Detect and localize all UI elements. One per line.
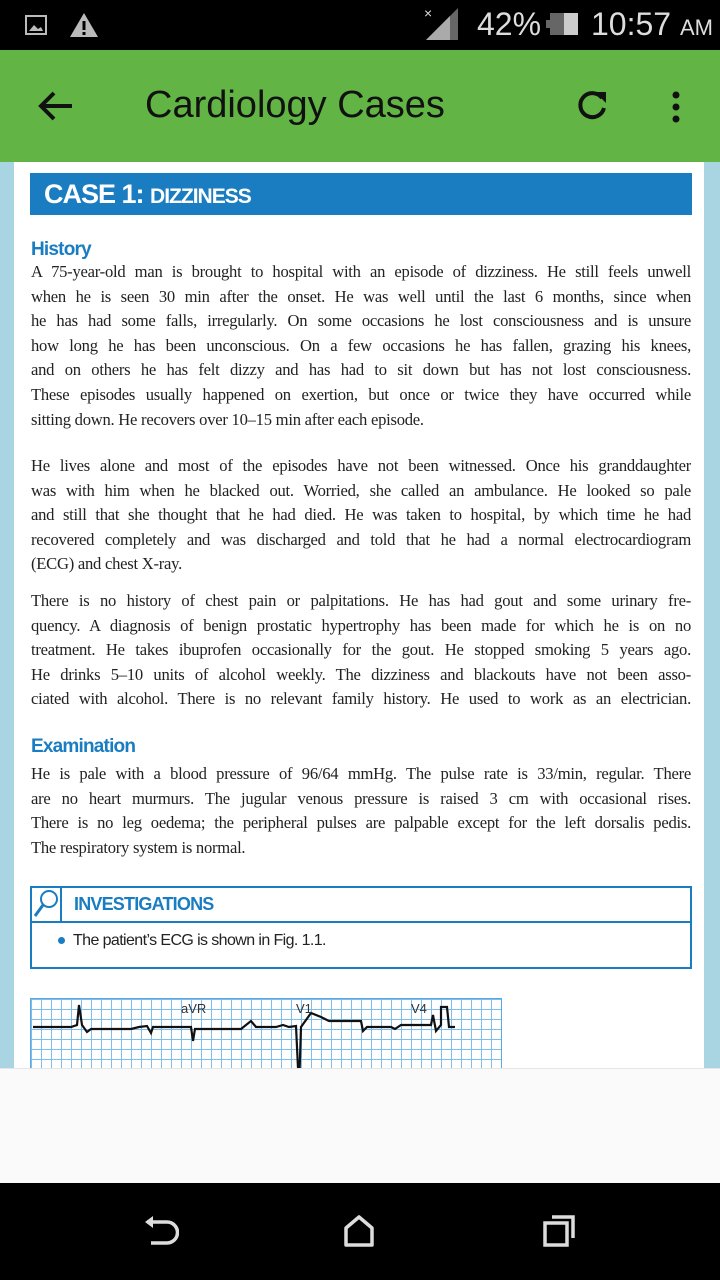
clock: 10:57 AM — [591, 6, 713, 42]
ecg-figure — [30, 998, 502, 1068]
history-paragraph-1: A 75-year-old man is brought to hospital with an episode of dizziness. He still feels unwell when he is seen 30 min after the onset. He was well until the last 6 months, since when he has had some falls, irregularly. On some occasions he lost consciousness and is unsure how long he has been unconscious. On a few occasions he has fallen, grazing his knees, and on others he has felt dizzy and has had to sit down but has not lost consciousness. These episodes usually happened on exertion, but once or twice they have occurred while sitting down. He recovers over 10–15 min after each episode. — [31, 262, 691, 429]
ecg-lead-label: V4 — [411, 1001, 427, 1016]
investigations-box — [30, 886, 692, 969]
ecg-lead-label: aVR — [181, 1001, 207, 1016]
document-viewer[interactable] — [0, 162, 720, 1068]
back-arrow-icon[interactable] — [38, 90, 74, 122]
battery-percent: 42% — [477, 6, 542, 42]
svg-text:×: × — [424, 6, 433, 21]
ecg-trace — [33, 1005, 455, 1068]
refresh-icon[interactable] — [575, 88, 609, 122]
history-heading: History — [31, 239, 91, 260]
navigation-bar — [0, 1183, 720, 1280]
recents-nav-icon[interactable] — [543, 1214, 577, 1248]
overflow-menu-icon[interactable] — [670, 90, 682, 124]
investigations-heading: INVESTIGATIONS — [74, 894, 214, 914]
toolbar-title: Cardiology Cases — [145, 84, 445, 126]
warning-icon — [69, 12, 99, 38]
signal-icon — [424, 6, 462, 42]
history-paragraph-3: There is no history of chest pain or palpitations. He has had gout and some urinary fre- quency. A diagnosis of benign prostatic hypertrophy has been made for which he is on no treatment. He takes ibuprofen occasionally for the gout. He stopped smoking 5 years ago. He drinks 5–10 units of alcohol weekly. The dizziness and blackouts have not been asso- ciated with alcohol. There is no relevant family history. He used to work as an electrician. — [31, 591, 691, 709]
ecg-lead-label: V1 — [296, 1001, 312, 1016]
status-bar — [0, 0, 720, 50]
investigation-item: The patient’s ECG is shown in Fig. 1.1. — [58, 932, 326, 950]
app-toolbar — [0, 50, 720, 162]
magnifier-icon — [32, 888, 62, 921]
history-paragraph-2: He lives alone and most of the episodes have not been witnessed. Once his granddaughter was with him when he blacked out. Worried, she called an ambulance. He looked so pale and still that she thought that he had died. He was taken to hospital, by which time he had recovered completely and was discharged and told that he had a normal electrocardiogram (ECG) and chest X-ray. — [31, 456, 691, 574]
bottom-panel — [0, 1068, 720, 1183]
examination-heading: Examination — [31, 736, 136, 757]
examination-paragraph: He is pale with a blood pressure of 96/64 mmHg. The pulse rate is 33/min, regular. There are no heart murmurs. The jugular venous pressure is raised 3 cm with occasional rises. There is no leg oedema; the peripheral pulses are palpable except for the left dorsalis pedis. The respiratory system is normal. — [31, 764, 691, 857]
case-header: CASE 1: DIZZINESS — [30, 173, 692, 215]
document-page — [14, 162, 704, 1068]
home-nav-icon[interactable] — [343, 1214, 375, 1248]
back-nav-icon[interactable] — [143, 1216, 179, 1248]
image-notification-icon — [25, 15, 47, 35]
battery-icon — [546, 13, 580, 35]
